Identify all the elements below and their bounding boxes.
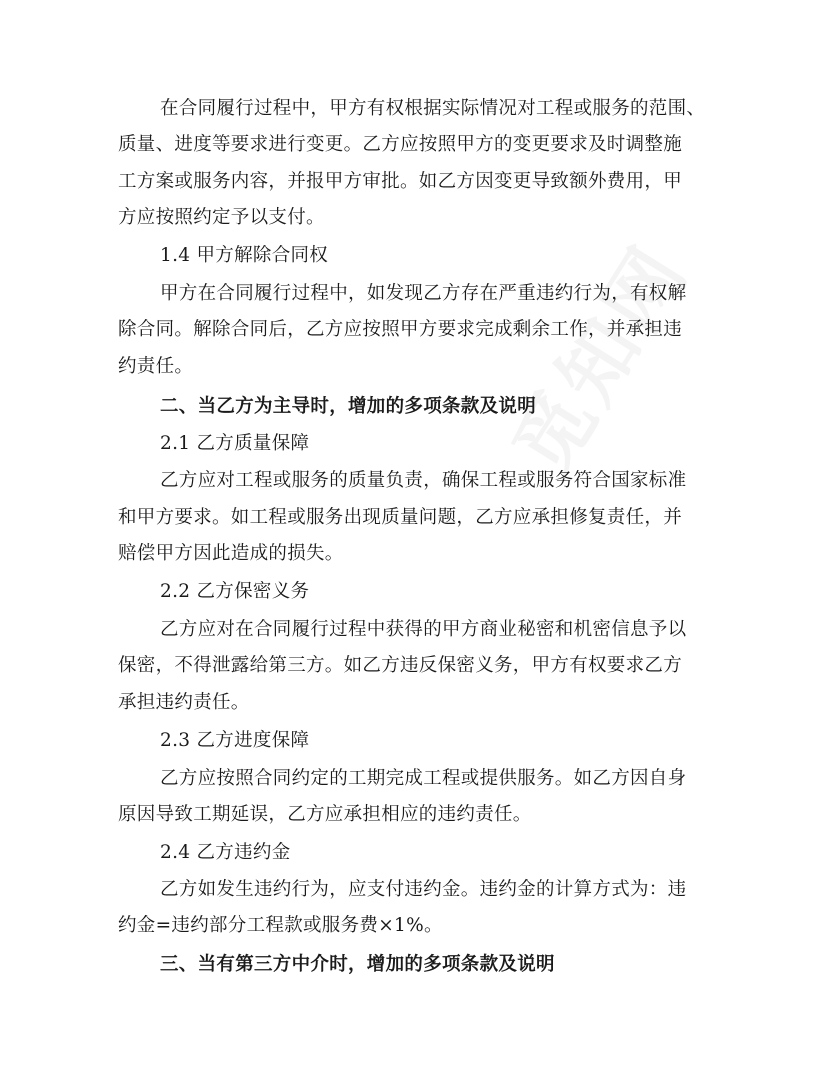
paragraph-line: 乙方如发生违约行为，应支付违约金。违约金的计算方式为：违 <box>160 879 687 900</box>
section-heading: 2.4 乙方违约金 <box>160 842 291 863</box>
paragraph-line: 原因导致工期延误，乙方应承担相应的违约责任。 <box>118 804 532 825</box>
section-heading: 1.4 甲方解除合同权 <box>160 245 329 266</box>
paragraph-line: 质量、进度等要求进行变更。乙方应按照甲方的变更要求及时调整施 <box>118 134 683 155</box>
paragraph-line: 方应按照约定予以支付。 <box>118 207 325 228</box>
section-heading: 2.3 乙方进度保障 <box>160 730 310 751</box>
paragraph-line: 乙方应对在合同履行过程中获得的甲方商业秘密和机密信息予以 <box>160 619 687 640</box>
chapter-heading: 二、当乙方为主导时，增加的多项条款及说明 <box>160 396 537 417</box>
paragraph-line: 乙方应按照合同约定的工期完成工程或提供服务。如乙方因自身 <box>160 768 687 789</box>
paragraph-line: 甲方在合同履行过程中，如发现乙方存在严重违约行为，有权解 <box>160 283 687 304</box>
paragraph-line: 承担违约责任。 <box>118 692 250 713</box>
paragraph-line: 约责任。 <box>118 356 194 377</box>
paragraph-line: 和甲方要求。如工程或服务出现质量问题，乙方应承担修复责任，并 <box>118 507 683 528</box>
section-heading: 2.1 乙方质量保障 <box>160 433 310 454</box>
paragraph-line: 约金=违约部分工程款或服务费×1%。 <box>118 915 443 936</box>
paragraph-line: 除合同。解除合同后，乙方应按照甲方要求完成剩余工作，并承担违 <box>118 319 683 340</box>
paragraph-line: 保密，不得泄露给第三方。如乙方违反保密义务，甲方有权要求乙方 <box>118 655 683 676</box>
paragraph-line: 工方案或服务内容，并报甲方审批。如乙方因变更导致额外费用，甲 <box>118 171 683 192</box>
paragraph-line: 乙方应对工程或服务的质量负责，确保工程或服务符合国家标准 <box>160 470 687 491</box>
watermark <box>482 219 711 492</box>
section-heading: 2.2 乙方保密义务 <box>160 581 310 602</box>
paragraph-line: 在合同履行过程中，甲方有权根据实际情况对工程或服务的范围、 <box>160 98 706 119</box>
chapter-heading: 三、当有第三方中介时，增加的多项条款及说明 <box>160 954 555 975</box>
paragraph-line: 赔偿甲方因此造成的损失。 <box>118 543 344 564</box>
